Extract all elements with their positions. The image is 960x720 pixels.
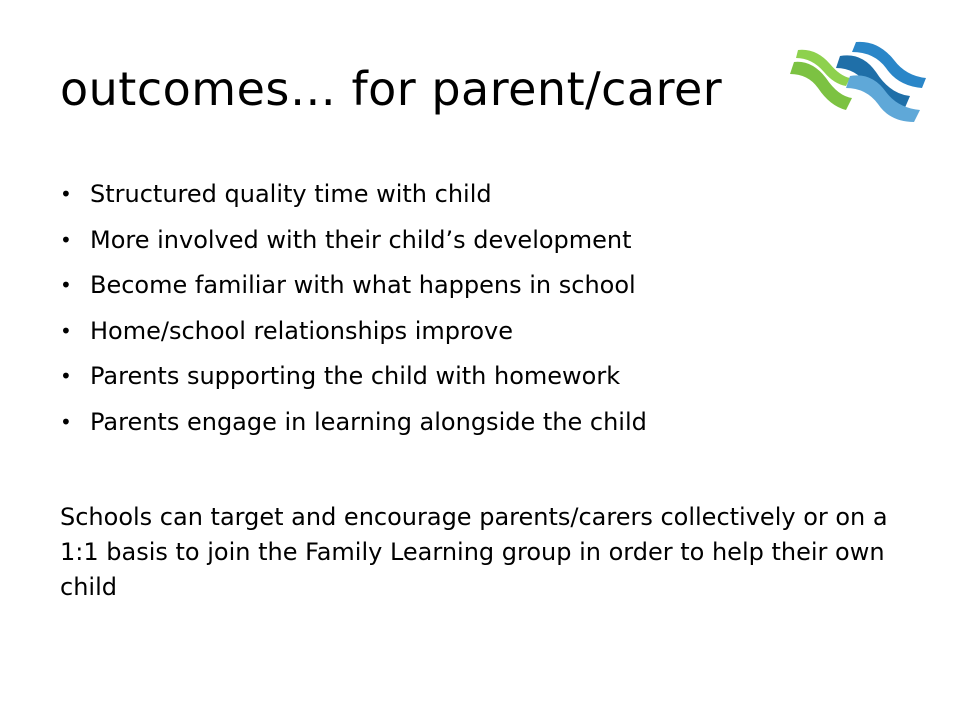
- wave-logo-icon: [786, 36, 932, 132]
- bullet-item: [60, 172, 647, 218]
- bullet-text: Structured quality time with child: [90, 180, 492, 208]
- bullet-item: [60, 400, 647, 446]
- bullet-item: [60, 218, 647, 264]
- slide-title: outcomes… for parent/carer: [60, 62, 723, 116]
- bullet-dot: •: [60, 182, 72, 206]
- bullet-dot: •: [60, 273, 72, 297]
- bullet-item: [60, 263, 647, 309]
- bullet-dot: •: [60, 227, 72, 252]
- bullet-text: Parents supporting the child with homework: [90, 362, 621, 390]
- bullet-item: [60, 354, 647, 400]
- bullet-text: Parents engage in learning alongside the child: [90, 407, 647, 436]
- bullet-text: Home/school relationships improve: [90, 316, 514, 345]
- bullet-dot: •: [60, 318, 72, 343]
- bullet-item: [60, 309, 647, 355]
- bullet-text: Become familiar with what happens in school: [90, 271, 636, 299]
- bullet-list: [60, 172, 647, 445]
- body-paragraph: Schools can target and encourage parents/carers collectively or on a 1:1 basis to join the Family Learning group in order to help their own child: [60, 503, 888, 601]
- bullet-dot: •: [60, 364, 72, 388]
- bullet-text: More involved with their child’s development: [90, 225, 632, 254]
- bullet-dot: •: [60, 409, 72, 434]
